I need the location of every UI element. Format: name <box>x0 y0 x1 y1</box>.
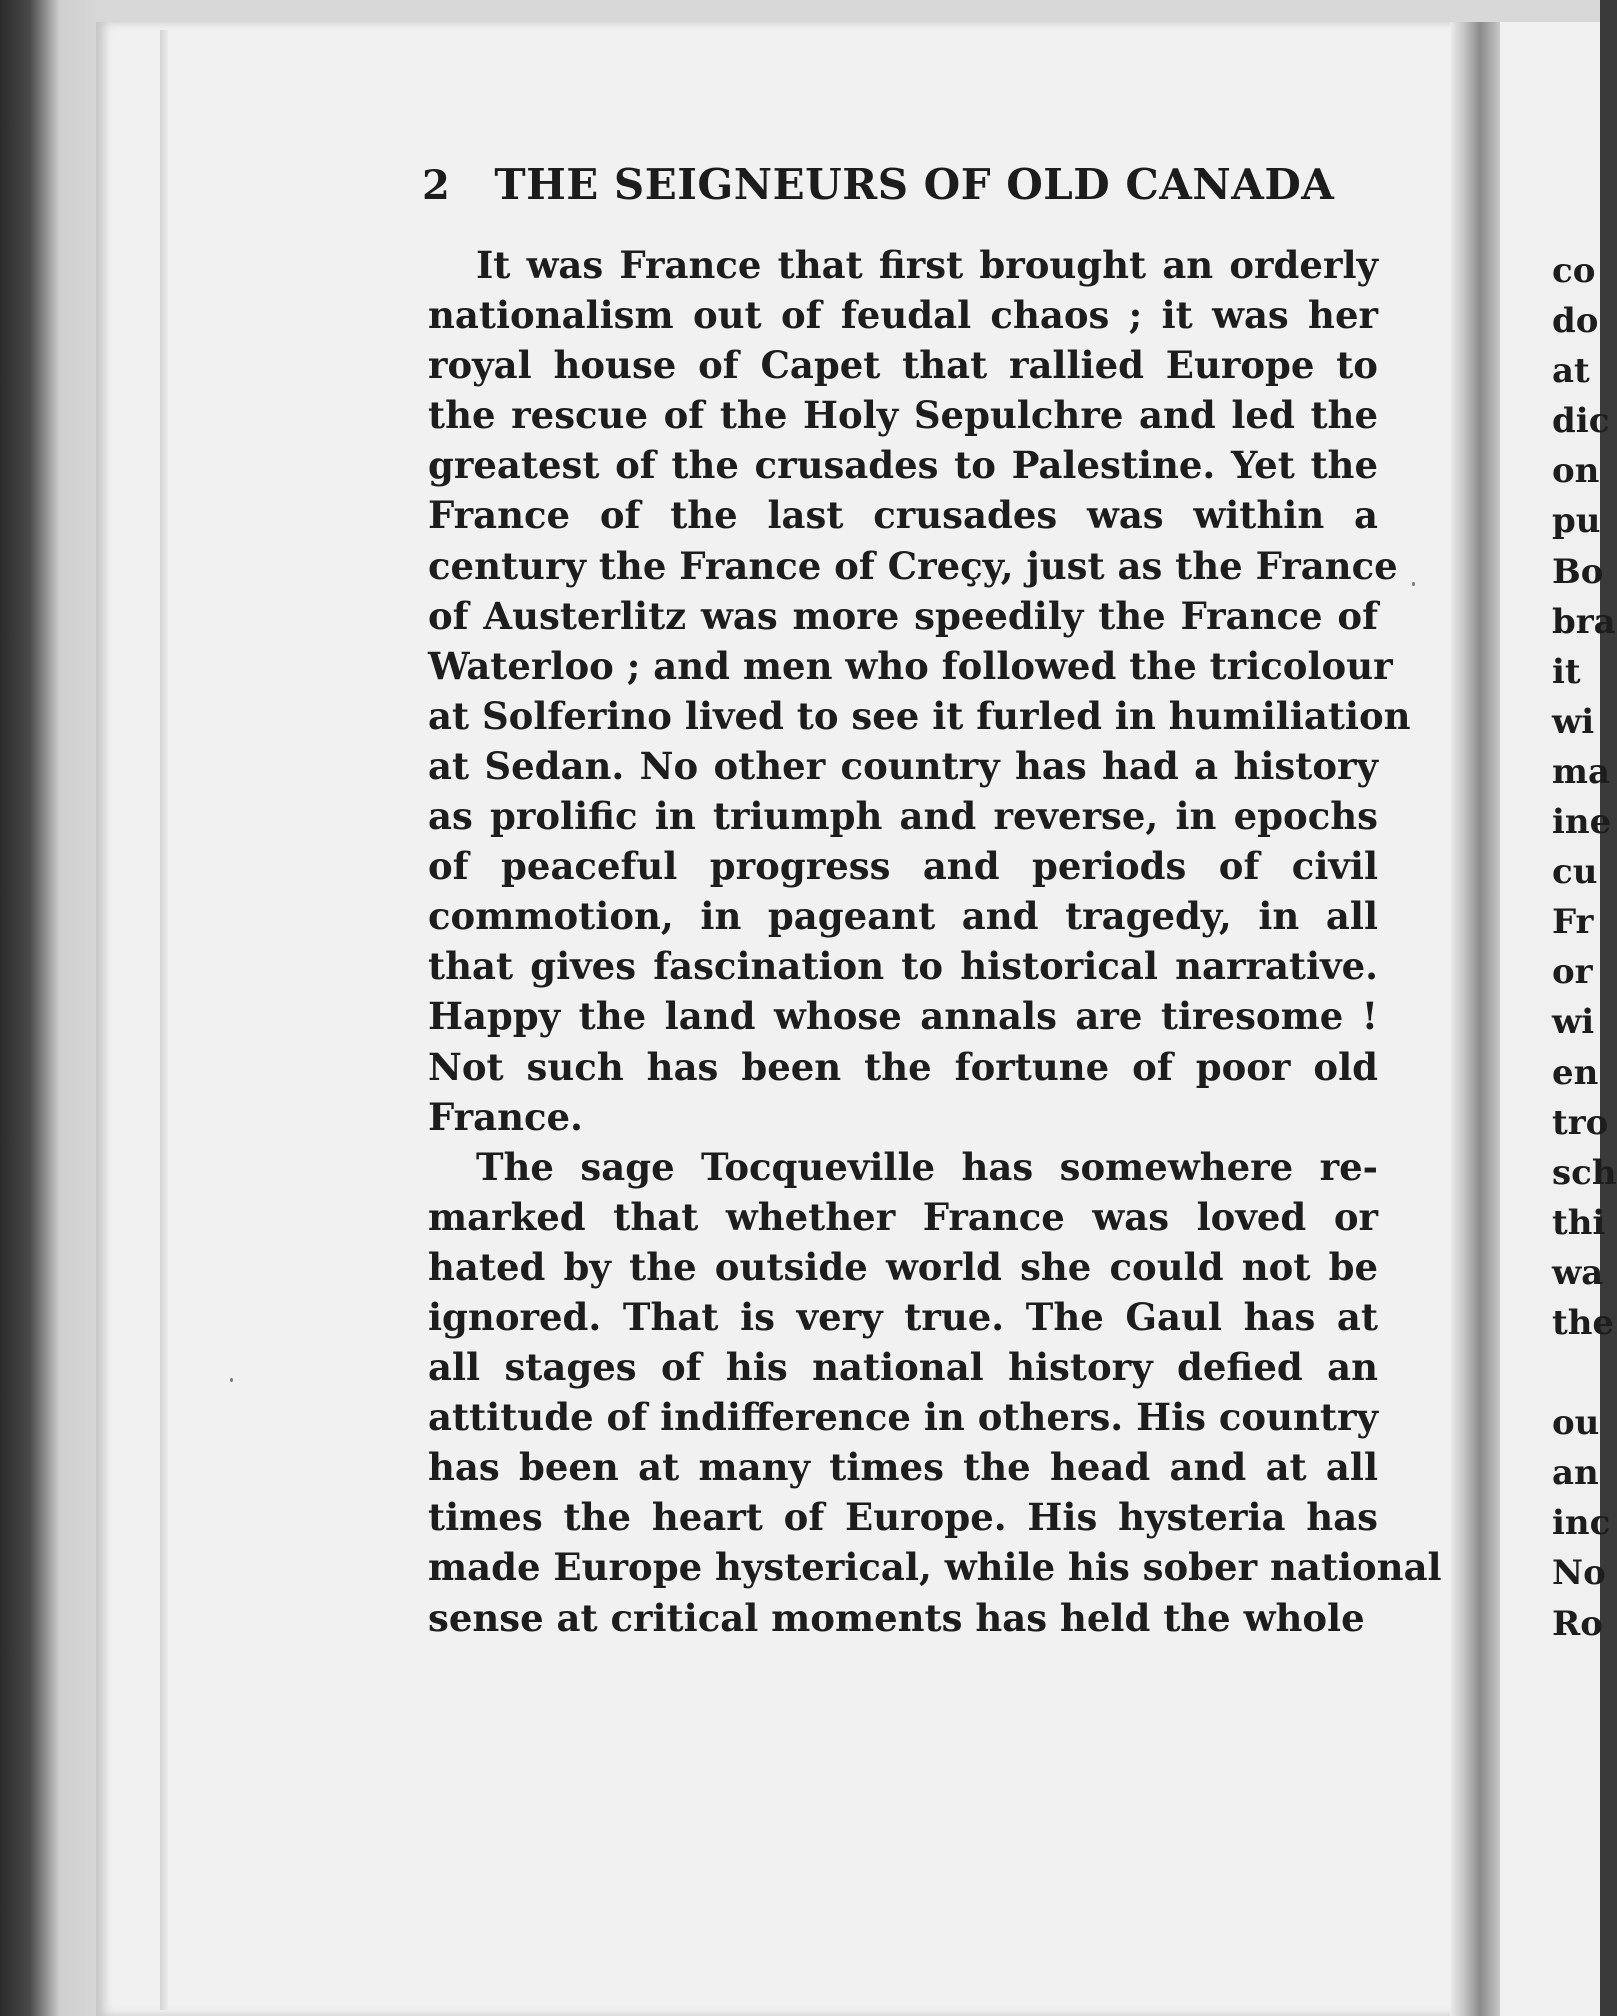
facing-page-line: co <box>1552 251 1596 291</box>
facing-page-line: it <box>1552 651 1581 692</box>
paragraph <box>428 240 1411 1142</box>
text-line: as prolific in triumph and reverse, in epochs <box>428 794 1378 839</box>
facing-page-line: at <box>1552 351 1590 392</box>
facing-page-line: an <box>1552 1453 1599 1494</box>
text-line: hated by the outside world she could not be <box>428 1244 1378 1289</box>
running-title: THE SEIGNEURS OF OLD CANADA <box>494 160 1335 209</box>
text-line: Waterloo ; and men who followed the tricolour <box>428 643 1393 688</box>
page-number: 2 <box>422 162 451 209</box>
text-line: at Solferino lived to see it furled in humiliation <box>428 693 1411 738</box>
page-header <box>422 160 1335 209</box>
text-line: The sage Tocqueville has somewhere re- <box>476 1144 1378 1189</box>
text-line: made Europe hysterical, while his sober national <box>428 1545 1442 1590</box>
facing-page-line: the <box>1552 1302 1615 1343</box>
facing-page-text <box>1552 246 1617 1649</box>
facing-page-line: Ro <box>1552 1603 1603 1644</box>
text-line: marked that whether France was loved or <box>428 1194 1378 1239</box>
facing-page-line: en <box>1552 1052 1599 1093</box>
facing-page-line: wi <box>1552 701 1595 742</box>
facing-page-line: wa <box>1552 1252 1604 1293</box>
paragraph <box>428 1142 1442 1643</box>
text-line: Not such has been the fortune of poor old <box>428 1044 1378 1089</box>
text-line: attitude of indifference in others. His country <box>428 1395 1378 1440</box>
page-edge <box>160 30 168 2010</box>
text-line: sense at critical moments has held the whole <box>428 1595 1365 1640</box>
text-line: greatest of the crusades to Palestine. Yet the <box>428 443 1378 488</box>
text-line: royal house of Capet that rallied Europe to <box>428 343 1378 388</box>
text-line: ignored. That is very true. The Gaul has at <box>428 1294 1378 1339</box>
facing-page-line: pu <box>1552 501 1601 542</box>
text-line: that gives fascination to historical narrative. <box>428 944 1378 989</box>
scan-speck <box>1412 582 1415 586</box>
facing-page-line: ma <box>1552 751 1611 792</box>
text-line: century the France of Creçy, just as the France <box>428 543 1398 588</box>
facing-page-line: do <box>1552 301 1599 342</box>
text-line: at Sedan. No other country has had a history <box>428 743 1378 788</box>
facing-page-line: wi <box>1552 1002 1595 1043</box>
text-line: has been at many times the head and at all <box>428 1445 1378 1490</box>
facing-page-line: ine <box>1552 802 1612 843</box>
page-body <box>428 240 1442 1643</box>
facing-page-line: tro <box>1552 1102 1609 1143</box>
facing-page-line: or <box>1552 952 1593 993</box>
facing-page-line: No <box>1552 1553 1606 1594</box>
facing-page-line: sch <box>1552 1152 1617 1193</box>
text-line: It was France that first brought an orderly <box>476 243 1378 287</box>
text-line: France. <box>428 1094 583 1139</box>
text-line: times the heart of Europe. His hysteria has <box>428 1495 1378 1540</box>
text-line: Happy the land whose annals are tiresome ! <box>428 994 1378 1039</box>
facing-page-line <box>1552 1348 1612 1398</box>
text-line: nationalism out of feudal chaos ; it was her <box>428 293 1378 338</box>
text-line: of peaceful progress and periods of civil <box>428 844 1378 889</box>
facing-page-line: bra <box>1552 601 1616 642</box>
text-line: the rescue of the Holy Sepulchre and led the <box>428 393 1378 438</box>
scan-speck <box>230 1378 233 1382</box>
text-line: commotion, in pageant and tragedy, in all <box>428 894 1378 939</box>
facing-page-line: dic <box>1552 401 1610 442</box>
text-line: all stages of his national history defied an <box>428 1345 1378 1390</box>
facing-page-line: on <box>1552 451 1600 492</box>
facing-page-line: inc <box>1552 1503 1611 1544</box>
book-gutter <box>1450 22 1500 2016</box>
facing-page-line: thi <box>1552 1202 1606 1243</box>
facing-page-line: Bo <box>1552 551 1604 592</box>
facing-page-line: Fr <box>1552 902 1594 943</box>
text-line: of Austerlitz was more speedily the France of <box>428 593 1378 638</box>
text-line: France of the last crusades was within a <box>428 493 1378 538</box>
facing-page-line: cu <box>1552 852 1598 893</box>
facing-page-line: ou <box>1552 1403 1600 1444</box>
